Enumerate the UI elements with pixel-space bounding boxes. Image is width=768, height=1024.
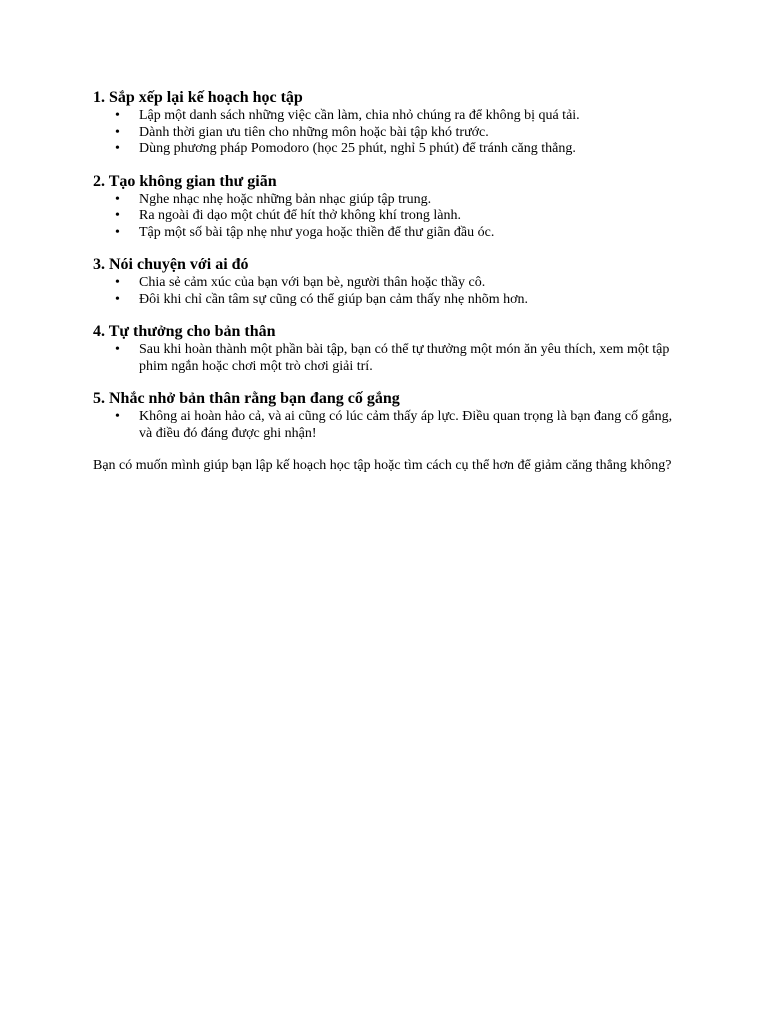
section-heading: 3. Nói chuyện với ai đó — [93, 256, 249, 273]
list-item — [93, 275, 676, 292]
section-heading: 5. Nhắc nhở bản thân rằng bạn đang cố gắng — [93, 390, 400, 407]
bullet-list — [93, 108, 676, 158]
bullet-icon: • — [115, 191, 120, 207]
list-item-text: Tập một số bài tập nhẹ như yoga hoặc thiền để thư giãn đầu óc. — [139, 224, 495, 240]
list-item — [93, 125, 676, 142]
list-item — [93, 108, 676, 125]
closing-paragraph: Bạn có muốn mình giúp bạn lập kế hoạch học tập hoặc tìm cách cụ thể hơn để giảm căng thẳng không? — [93, 458, 672, 473]
bullet-icon: • — [115, 108, 120, 123]
list-item-text: Nghe nhạc nhẹ hoặc những bản nhạc giúp tập trung. — [139, 191, 432, 207]
list-item-text: Dùng phương pháp Pomodoro (học 25 phút, nghỉ 5 phút) để tránh căng thẳng. — [139, 141, 576, 156]
list-item — [93, 342, 676, 375]
bullet-icon: • — [115, 208, 120, 223]
list-item-text: Ra ngoài đi dạo một chút để hít thở không khí trong lành. — [139, 208, 461, 223]
list-item-text: Lập một danh sách những việc cần làm, chia nhỏ chúng ra để không bị quá tải. — [139, 108, 580, 123]
bullet-icon: • — [115, 141, 120, 156]
section-heading: 4. Tự thưởng cho bản thân — [93, 323, 276, 340]
list-item-text: Đôi khi chỉ cần tâm sự cũng có thể giúp bạn cảm thấy nhẹ nhõm hơn. — [139, 291, 529, 307]
bullet-icon: • — [115, 124, 120, 140]
bullet-list — [93, 275, 676, 308]
section-heading: 2. Tạo không gian thư giãn — [93, 172, 277, 190]
list-item — [93, 292, 676, 309]
list-item — [93, 141, 676, 158]
bullet-icon: • — [115, 342, 120, 357]
list-item — [93, 192, 676, 209]
list-item-text: Chia sẻ cảm xúc của bạn với bạn bè, người thân hoặc thầy cô. — [139, 275, 486, 290]
bullet-icon: • — [115, 224, 120, 240]
list-item-text: Sau khi hoàn thành một phần bài tập, bạn có thể tự thưởng một món ăn yêu thích, xem một tập phim ngắn hoặc chơi một trò chơi giải trí. — [139, 342, 670, 374]
bullet-list — [93, 409, 676, 442]
list-item — [93, 225, 676, 242]
list-item-text: Dành thời gian ưu tiên cho những môn hoặc bài tập khó trước. — [139, 124, 489, 140]
bullet-icon: • — [115, 275, 120, 290]
bullet-icon: • — [115, 291, 120, 307]
bullet-icon: • — [115, 409, 120, 424]
list-item — [93, 409, 676, 442]
bullet-list — [93, 342, 676, 375]
section-heading: 1. Sắp xếp lại kế hoạch học tập — [93, 89, 303, 106]
list-item-text: Không ai hoàn hảo cả, và ai cũng có lúc cảm thấy áp lực. Điều quan trọng là bạn đang cố gắng, và điều đó đáng được ghi nhận! — [139, 409, 673, 441]
bullet-list — [93, 192, 676, 242]
list-item — [93, 208, 676, 225]
